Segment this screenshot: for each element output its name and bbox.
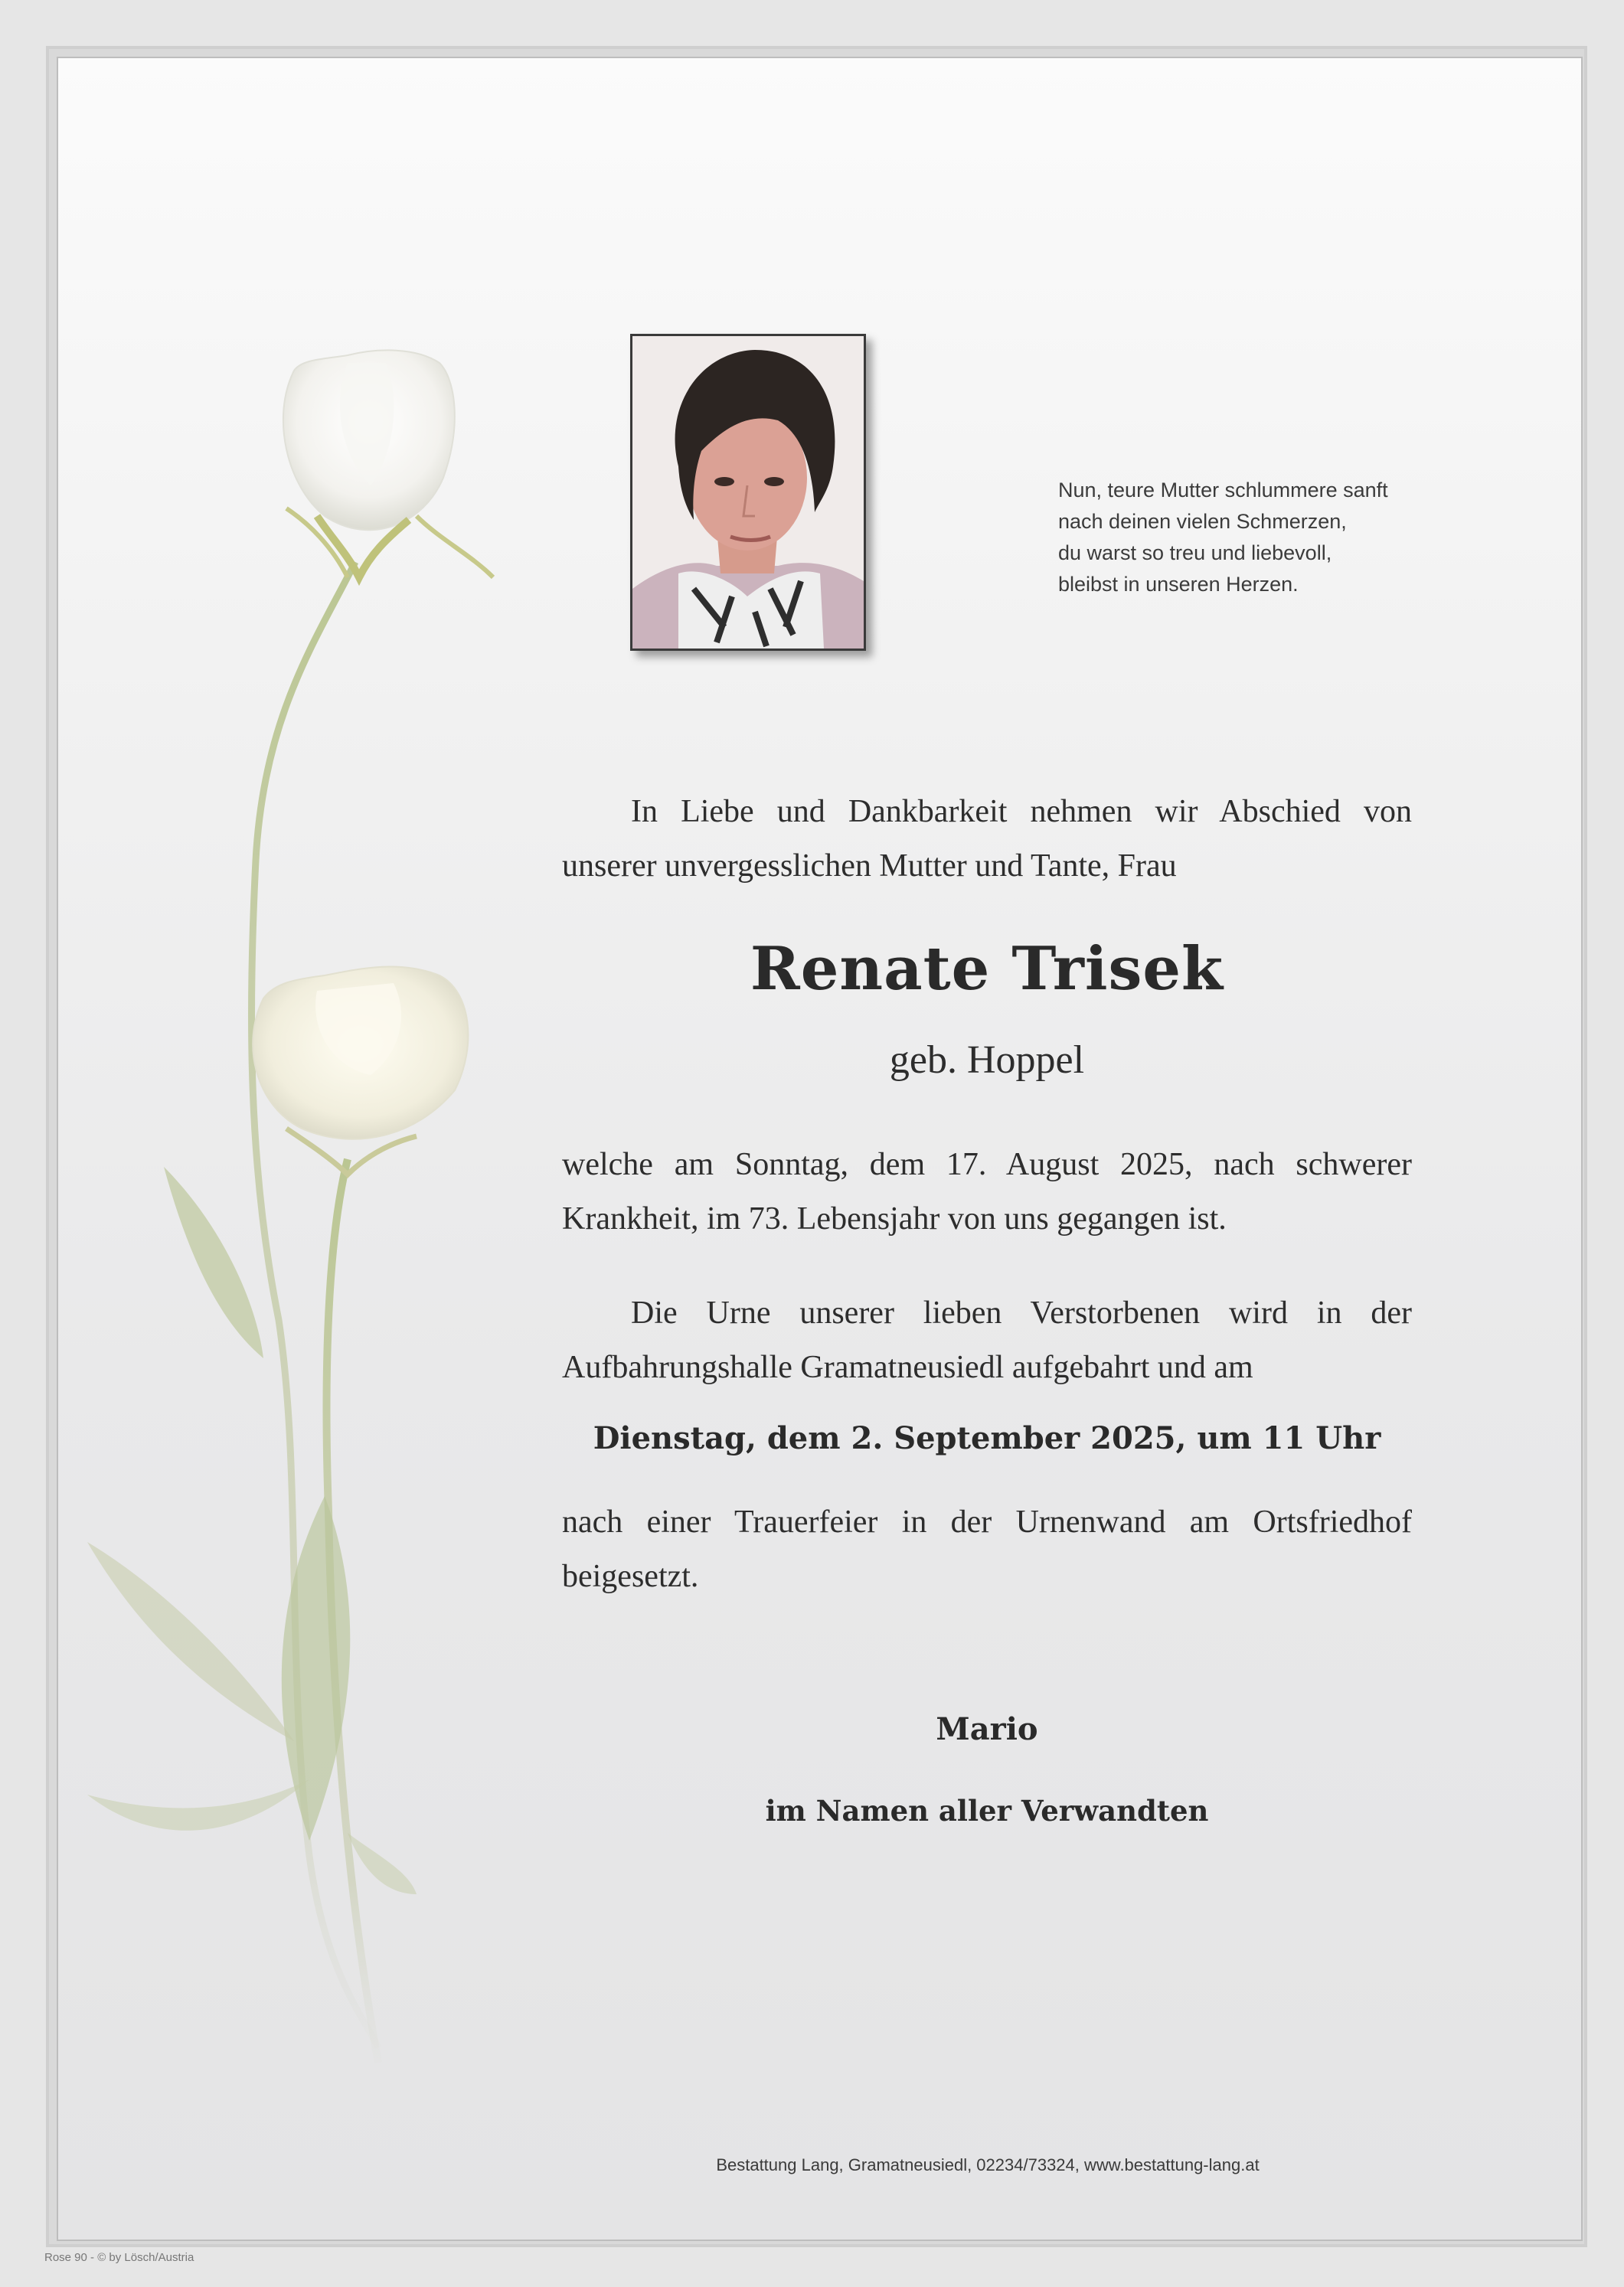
leaf-icon: [87, 1779, 309, 1831]
deceased-portrait-photo: [630, 334, 866, 651]
death-line: Krankheit, im 73. Lebensjahr von uns gegangen ist.: [562, 1201, 1227, 1237]
poem-line: Nun, teure Mutter schlummere sanft: [1058, 479, 1388, 502]
burial-paragraph: [562, 1495, 1412, 1604]
undertaker-contact: Bestattung Lang, Gramatneusiedl, 02234/73324, www.bestattung-lang.at: [716, 2155, 1260, 2174]
intro-paragraph: [562, 785, 1412, 894]
urn-paragraph: [562, 1286, 1412, 1395]
poem-line: bleibst in unseren Herzen.: [1058, 573, 1299, 596]
signer-subtitle: im Namen aller Verwandten: [765, 1794, 1209, 1828]
signer-name: Mario: [936, 1711, 1038, 1747]
leaf-icon: [164, 1167, 263, 1358]
intro-line: In Liebe und Dankbarkeit nehmen wir Abschied von: [631, 794, 1412, 829]
lower-rose-icon: [253, 966, 468, 1175]
upper-rose-icon: [283, 350, 493, 577]
urn-line: Die Urne unserer lieben Verstorbenen wird in der: [631, 1295, 1412, 1331]
white-roses-illustration: [57, 57, 531, 2124]
burial-line: nach einer Trauerfeier in der Urnenwand am Ortsfriedhof: [562, 1505, 1412, 1540]
leaf-icon: [348, 1833, 417, 1894]
intro-line: unserer unvergesslichen Mutter und Tante, Frau: [562, 848, 1177, 884]
deceased-name: Renate Trisek: [750, 934, 1224, 1004]
urn-line: Aufbahrungshalle Gramatneusiedl aufgebahrt und am: [562, 1350, 1253, 1385]
memorial-poem: [1058, 475, 1456, 600]
death-paragraph: [562, 1138, 1412, 1246]
funeral-date: Dienstag, dem 2. September 2025, um 11 Uhr: [593, 1420, 1381, 1456]
poem-line: du warst so treu und liebevoll,: [1058, 541, 1332, 564]
portrait-illustration: [632, 336, 864, 649]
design-credit: Rose 90 - © by Lösch/Austria: [44, 2251, 194, 2264]
maiden-name: geb. Hoppel: [889, 1038, 1085, 1082]
leaf-icon: [87, 1542, 294, 1741]
poem-line: nach deinen vielen Schmerzen,: [1058, 510, 1347, 533]
death-line: welche am Sonntag, dem 17. August 2025, nach schwerer: [562, 1147, 1412, 1182]
burial-line: beigesetzt.: [562, 1559, 699, 1594]
